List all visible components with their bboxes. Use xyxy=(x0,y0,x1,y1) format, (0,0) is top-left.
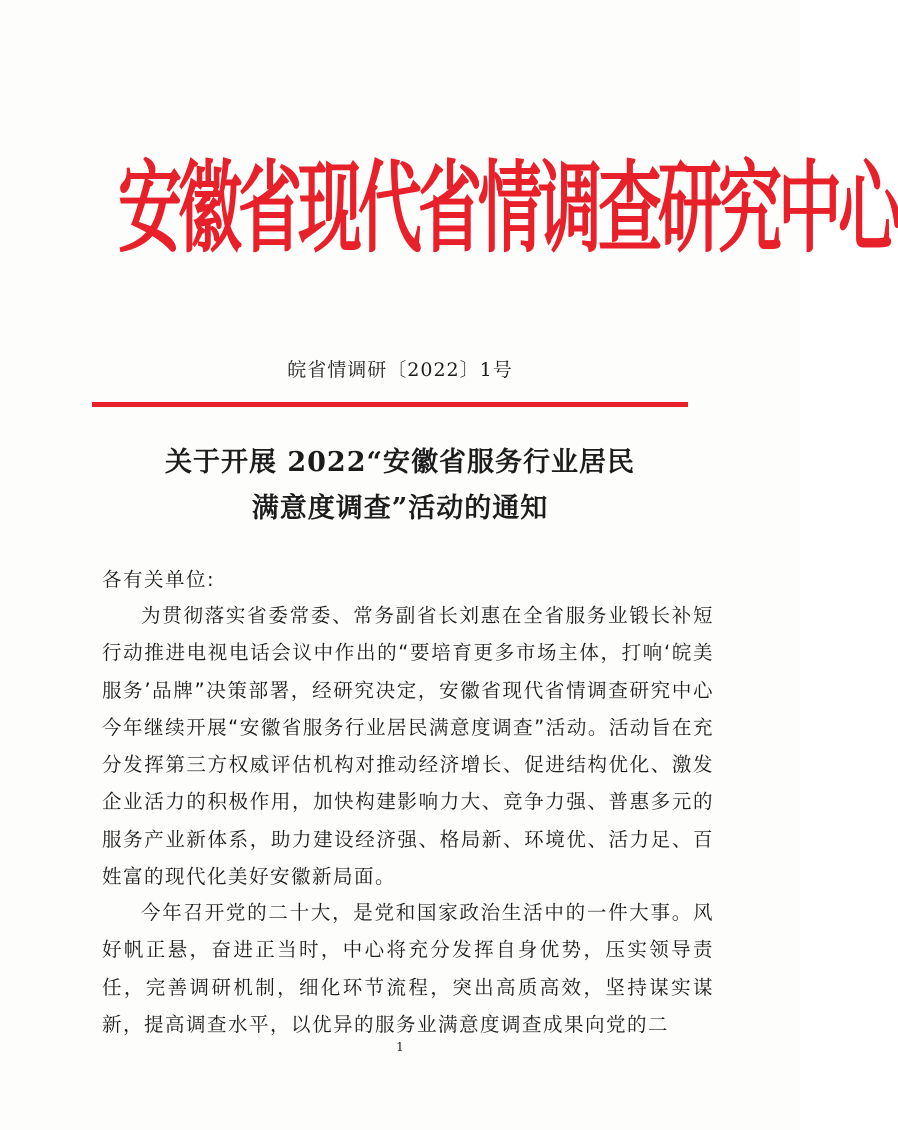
paragraph-text: 为贯彻落实省委常委、常务副省长刘惠在全省服务业锻长补短行动推进电视电话会议中作出的“要培育更多市场主体，打响‘皖美服务’品牌”决策部署，经研究决定，安徽省现代省情调查研究中心今年继续开展“安徽省服务行业居民满意度调查”活动。活动旨在充分发挥第三方权威评估机构对推动经济增长、促进结构优化、激发企业活力的积极作用，加快构建影响力大、竞争力强、普惠多元的服务产业新体系，助力建设经济强、格局新、环境优、活力足、百姓富的现代化美好安徽新局面。 xyxy=(102,604,714,889)
paragraph-text: 今年召开党的二十大，是党和国家政治生活中的一件大事。风好帆正悬，奋进正当时，中心将充分发挥自身优势，压实领导责任，完善调研机制，细化环节流程，突出高质高效，坚持谋实谋新，提高调查水平，以优异的服务业满意度调查成果向党的二 xyxy=(102,901,714,1036)
page-number: 1 xyxy=(396,1040,404,1054)
salutation: 各有关单位: xyxy=(102,568,216,591)
body-paragraph-2 xyxy=(102,894,714,1043)
body-paragraph-1 xyxy=(102,597,714,895)
red-divider-rule xyxy=(92,402,688,407)
notice-title-line-1: 关于开展 2022“安徽省服务行业居民 xyxy=(164,447,636,478)
masthead-title: 安徽省现代省情调查研究中心 xyxy=(118,152,898,268)
notice-title-line-2: 满意度调查”活动的通知 xyxy=(251,493,549,524)
document-number: 皖省情调研〔2022〕1号 xyxy=(287,359,513,381)
